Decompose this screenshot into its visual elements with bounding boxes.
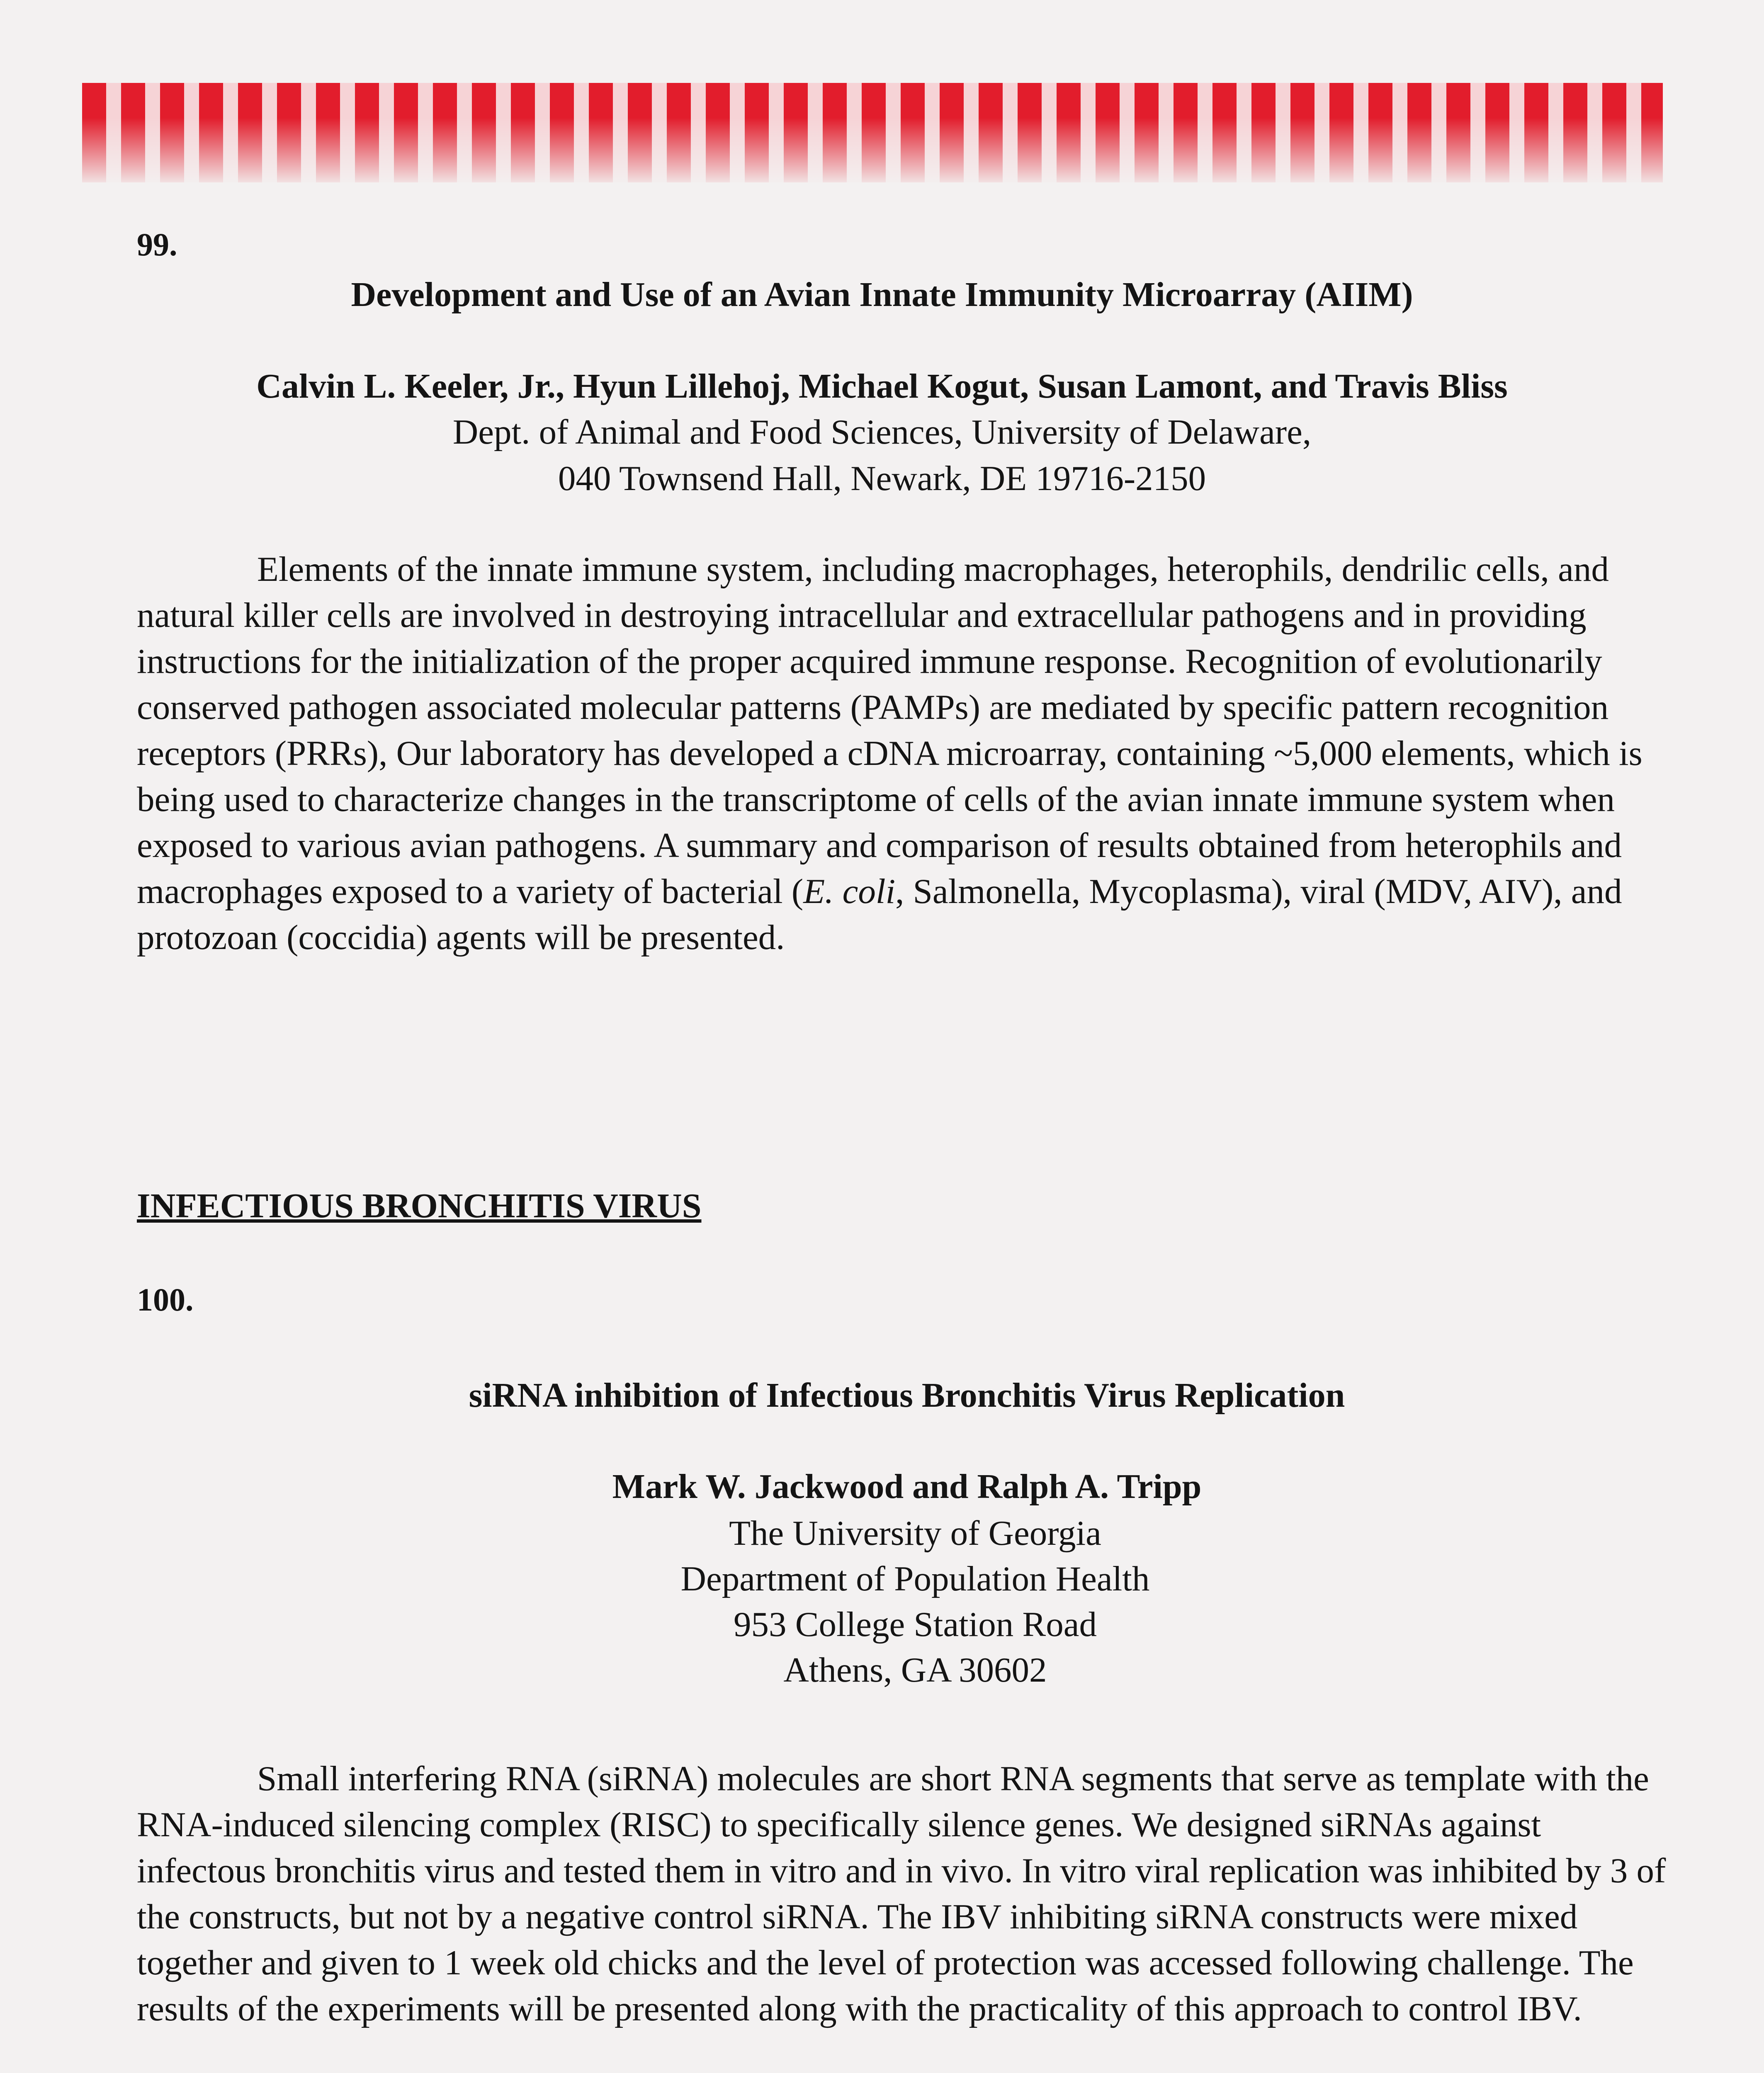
abstract-99-affiliation-line1: Dept. of Animal and Food Sciences, University of Delaware, [452, 413, 1312, 451]
section-heading: INFECTIOUS BRONCHITIS VIRUS [137, 1187, 702, 1225]
abstract-99-affiliation-line2: 040 Townsend Hall, Newark, DE 19716-2150 [558, 459, 1206, 498]
abstract-100-affiliation-line3: 953 College Station Road [734, 1605, 1097, 1644]
abstract-100-title: siRNA inhibition of Infectious Bronchitis Virus Replication [469, 1376, 1345, 1415]
abstract-99-title: Development and Use of an Avian Innate Immunity Microarray (AIIM) [351, 275, 1413, 314]
abstract-100-number: 100. [137, 1282, 194, 1318]
abstract-100-affiliation-line2: Department of Population Health [680, 1559, 1150, 1598]
abstract-99-body-text: Elements of the innate immune system, including macrophages, heterophils, dendrilic cells, and natural killer cells are involved in destroying intracellular and extracellular pathogens and in providing instructions for the initialization of the proper acquired immune response. Recognition of evolutionarily conserved pathogen associated molecular patterns (PAMPs) are mediated by specific pattern recognition receptors (PRRs), Our laboratory has developed a cDNA microarray, containing ~5,000 elements, which is being used to characterize changes in the transcriptome of cells of the avian innate immune system when exposed to various avian pathogens. A summary and comparison of results obtained from heterophils and macrophages exposed to a variety of bacterial ( [137, 550, 1643, 911]
abstract-100-body: Small interfering RNA (siRNA) molecules are short RNA segments that serve as template with the RNA-induced silencing complex (RISC) to specifically silence genes. We designed siRNAs against infectous bronchitis virus and tested them in vitro and in vivo. In vitro viral replication was inhibited by 3 of the constructs, but not by a negative control siRNA. The IBV inhibiting siRNA constructs were mixed together and given to 1 week old chicks and the level of protection was accessed following challenge. The results of the experiments will be presented along with the practicality of this approach to control IBV. [137, 1759, 1666, 2028]
abstract-99-body [137, 546, 1671, 961]
header-banner [82, 83, 1663, 182]
abstract-99-authors: Calvin L. Keeler, Jr., Hyun Lillehoj, Michael Kogut, Susan Lamont, and Travis Bliss [256, 367, 1508, 405]
abstract-100-authors: Mark W. Jackwood and Ralph A. Tripp [612, 1467, 1202, 1506]
abstract-99-number: 99. [137, 226, 177, 262]
abstract-99-body-end: , Salmonella, Mycoplasma), viral (MDV, AIV), and protozoan (coccidia) agents will be presented. [137, 872, 1622, 957]
abstract-99-body-italic: E. coli [803, 872, 896, 911]
abstract-100-affiliation-line1: The University of Georgia [729, 1514, 1101, 1553]
abstract-100-affiliation-line4: Athens, GA 30602 [783, 1651, 1047, 1689]
